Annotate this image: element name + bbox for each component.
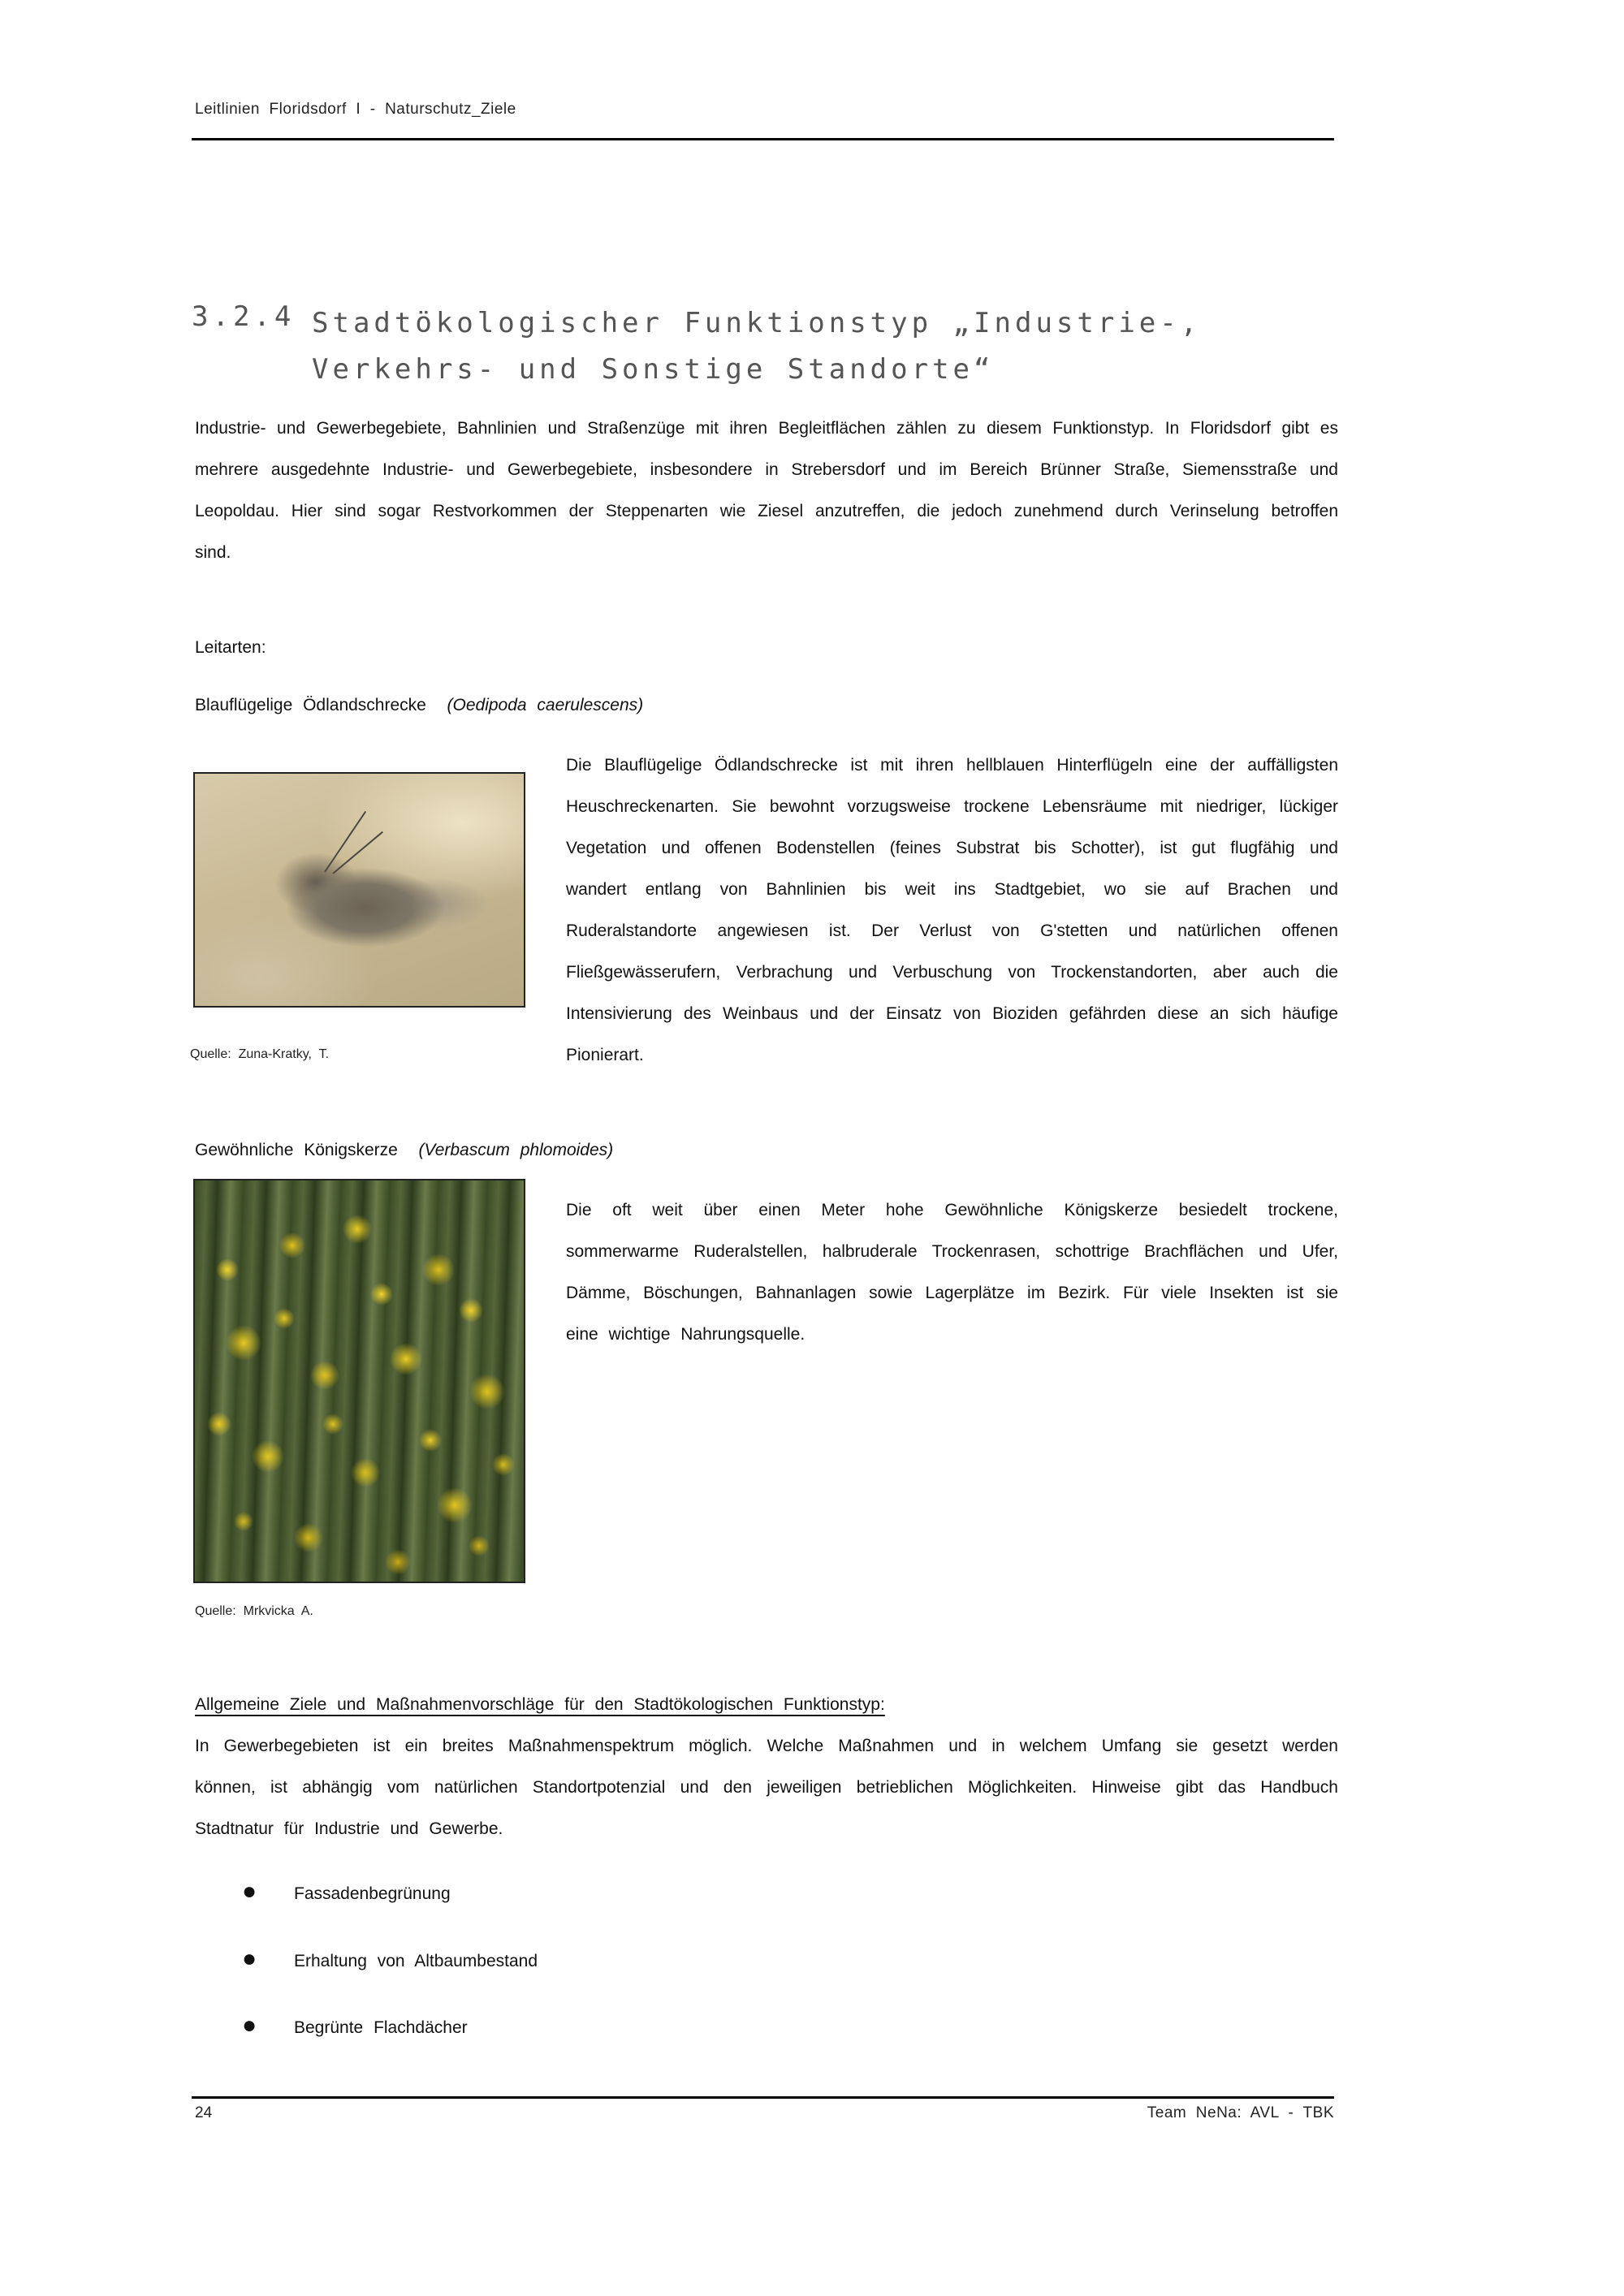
footer-rule bbox=[192, 2096, 1334, 2099]
header-rule bbox=[192, 138, 1334, 140]
bullet-dot: ● bbox=[242, 2012, 257, 2039]
bullet-item: Erhaltung von Altbaumbestand bbox=[294, 1952, 538, 1970]
species-heading-grasshopper bbox=[195, 696, 643, 715]
photo-source-grasshopper: Quelle: Zuna-Kratky, T. bbox=[190, 1047, 330, 1061]
species-description-mullein: Die oft weit über einen Meter hohe Gewöhnliche Königskerze besiedelt trockene, sommerwarme Ruderalstellen, halbruderale Trockenrasen, schottrige Brachflächen und Ufer, Dämme, Böschungen, Bahnanlagen sowie Lagerplätze im Bezirk. Für viele Insekten ist sie eine wichtige Nahrungsquelle. bbox=[566, 1201, 1338, 1344]
species-heading-mullein bbox=[195, 1141, 613, 1160]
grasshopper-photo bbox=[193, 772, 525, 1008]
bullet-item: Begrünte Flachdächer bbox=[294, 2018, 468, 2037]
mullein-photo bbox=[193, 1179, 525, 1583]
section-number: 3.2.4 bbox=[192, 300, 296, 333]
mullein-blooms bbox=[195, 1180, 524, 1582]
species-description-grasshopper: Die Blauflügelige Ödlandschrecke ist mit ihren hellblauen Hinterflügeln eine der auffälligsten Heuschreckenarten. Sie bewohnt vorzugsweise trockene Lebensräume mit niedriger, lückiger Vegetation und offenen Bodenstellen (feines Substrat bis Schotter), ist gut flugfähig und wandert entlang von Bahnlinien bis weit ins Stadtgebiet, wo sie auf Brachen und Ruderalstandorte angewiesen ist. Der Verlust von G'stetten und natürlichen offenen Fließgewässerufern, Verbrachung und Verbuschung von Trockenstandorten, aber auch die Intensivierung des Weinbaus und der Einsatz von Bioziden gefährden diese an sich häufige Pionierart. bbox=[566, 756, 1338, 1064]
species-latin-name: (Oedipoda caerulescens) bbox=[447, 696, 644, 714]
goals-heading: Allgemeine Ziele und Maßnahmenvorschläge für den Stadtökologischen Funktionstyp: bbox=[195, 1695, 885, 1714]
species-common-name: Blauflügelige Ödlandschrecke bbox=[195, 696, 426, 714]
grasshopper-antenna bbox=[332, 831, 383, 874]
bullet-item: Fassadenbegrünung bbox=[294, 1884, 451, 1903]
species-latin-name: (Verbascum phlomoides) bbox=[418, 1141, 614, 1159]
bullet-dot: ● bbox=[242, 1945, 257, 1972]
running-header: Leitlinien Floridsdorf I - Naturschutz_Ziele bbox=[195, 101, 516, 118]
page-number: 24 bbox=[195, 2104, 213, 2121]
bullet-dot: ● bbox=[242, 1878, 257, 1905]
leitarten-label: Leitarten: bbox=[195, 638, 266, 657]
photo-source-mullein: Quelle: Mrkvicka A. bbox=[195, 1604, 313, 1618]
goals-paragraph: In Gewerbegebieten ist ein breites Maßnahmenspektrum möglich. Welche Maßnahmen und in welchem Umfang sie gesetzt werden können, ist abhängig vom natürlichen Standortpotenzial und den jeweiligen betrieblichen Möglichkeiten. Hinweise gibt das Handbuch Stadtnatur für Industrie und Gewerbe. bbox=[195, 1737, 1338, 1838]
footer-team: Team NeNa: AVL - TBK bbox=[1147, 2104, 1334, 2121]
intro-paragraph: Industrie- und Gewerbegebiete, Bahnlinien und Straßenzüge mit ihren Begleitflächen zählen zu diesem Funktionstyp. In Floridsdorf gibt es mehrere ausgedehnte Industrie- und Gewerbegebiete, insbesondere in Strebersdorf und im Bereich Brünner Straße, Siemensstraße und Leopoldau. Hier sind sogar Restvorkommen der Steppenarten wie Ziesel anzutreffen, die jedoch zunehmend durch Verinselung betroffen sind. bbox=[195, 419, 1338, 562]
section-title: Stadtökologischer Funktionstyp „Industrie-, Verkehrs- und Sonstige Standorte“ bbox=[312, 307, 1202, 386]
species-common-name: Gewöhnliche Königskerze bbox=[195, 1141, 398, 1159]
